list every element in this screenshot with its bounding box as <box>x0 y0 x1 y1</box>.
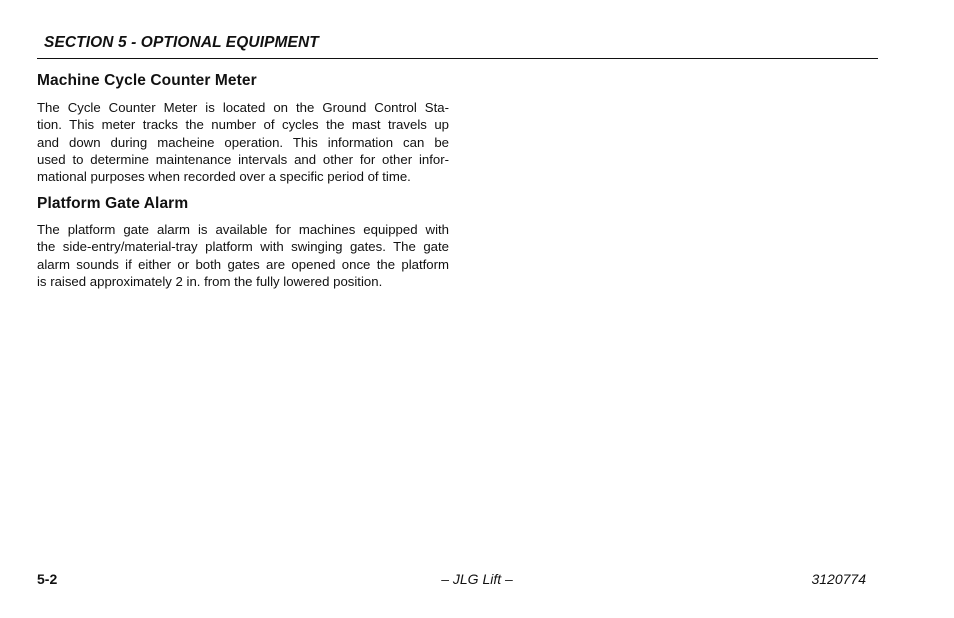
paragraph-line: the side-entry/material-tray platform with swinging gates. The gate <box>37 239 449 255</box>
document-number: 3120774 <box>811 571 866 587</box>
paragraph-line: tion. This meter tracks the number of cycles the mast travels up <box>37 117 449 133</box>
section-header: SECTION 5 - OPTIONAL EQUIPMENT <box>44 34 319 51</box>
paragraph-line: The platform gate alarm is available for machines equipped with <box>37 222 449 237</box>
header-divider <box>37 58 878 59</box>
page-number: 5-2 <box>37 571 58 587</box>
paragraph-line: mational purposes when recorded over a specific period of time. <box>37 169 411 185</box>
paragraph-line: alarm sounds if either or both gates are opened once the platform <box>37 256 449 272</box>
heading-cycle-counter: Machine Cycle Counter Meter <box>37 72 257 89</box>
footer-title: – JLG Lift – <box>441 571 513 587</box>
paragraph-cycle-counter <box>37 99 449 185</box>
paragraph-line: is raised approximately 2 in. from the fully lowered position. <box>37 273 383 289</box>
paragraph-line: The Cycle Counter Meter is located on the Ground Control Sta- <box>37 100 449 115</box>
paragraph-line: used to determine maintenance intervals and other for other infor- <box>37 151 449 167</box>
paragraph-line: and down during macheine operation. This information can be <box>37 134 449 150</box>
paragraph-platform-gate-alarm <box>37 221 449 290</box>
heading-platform-gate-alarm: Platform Gate Alarm <box>37 195 189 212</box>
